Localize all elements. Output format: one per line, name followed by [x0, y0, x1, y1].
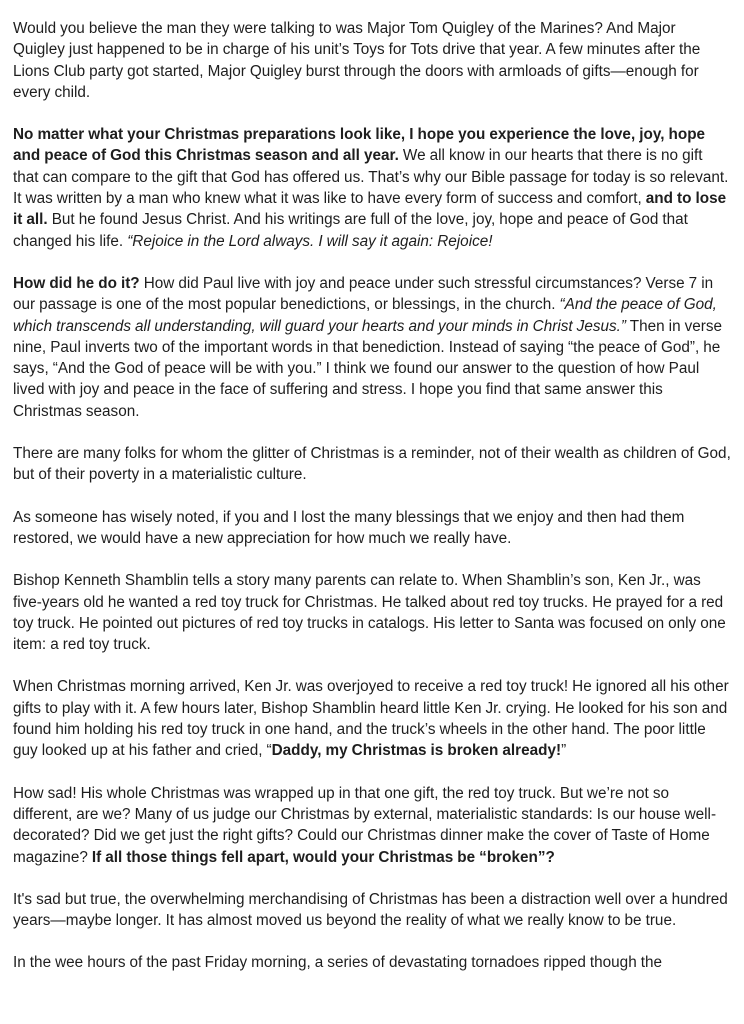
text-run-bold: If all those things fell apart, would your Christmas be “broken”? [91, 848, 555, 866]
text-run-bold: Daddy, my Christmas is broken already! [271, 742, 562, 760]
text-run-normal: Bishop Kenneth Shamblin tells a story many parents can relate to. When Shamblin’s son, Ken Jr., was five-years old he wanted a red toy truck for Christmas. He talked about red toy trucks. He prayed for a red toy truck. He pointed out pictures of red toy trucks in catalogs. His letter to Santa was focused on only one item: a red toy truck. [13, 572, 726, 654]
text-run-italic: “Rejoice in the Lord always. I will say it again: Rejoice! [127, 232, 493, 250]
text-run-normal: It's sad but true, the overwhelming merchandising of Christmas has been a distraction well over a hundred years—maybe longer. It has almost moved us beyond the reality of what we really know to be true. [13, 890, 728, 930]
paragraph [13, 273, 731, 422]
paragraph [13, 443, 731, 486]
paragraph [13, 676, 731, 761]
text-run-normal: As someone has wisely noted, if you and I lost the many blessings that we enjoy and then had them restored, we would have a new appreciation for how much we really have. [13, 508, 685, 547]
paragraph [13, 18, 731, 103]
text-run-italic: “And the peace of God, which transcends all understanding, will guard your hearts and your minds in Christ Jesus.” [13, 296, 717, 335]
text-run-normal: In the wee hours of the past Friday morning, a series of devastating tornadoes ripped though the [13, 954, 663, 972]
text-run-normal: How did Paul live with joy and peace under such stressful circumstances? Verse 7 in our passage is one of the most popular benedictions, or blessings, in the church. [13, 274, 714, 314]
text-run-normal: When Christmas morning arrived, Ken Jr. was overjoyed to receive a red toy truck! He ignored all his other gifts to play with it. A few hours later, Bishop Shamblin heard little Ken Jr. crying. He looked for his son and found him holding his red toy truck in one hand, and the truck’s wheels in the other hand. The poor little guy looked up at his father and cried, “ [13, 678, 729, 760]
text-run-normal: How sad! His whole Christmas was wrapped up in that one gift, the red toy truck. But we’re not so different, are we? Many of us judge our Christmas by external, materialistic standards: Is our house well-decorated? Did we get just the right gifts? Could our Christmas dinner make the cover of Taste of Home magazine? [13, 784, 717, 866]
paragraph [13, 952, 731, 973]
text-run-bold: How did he do it? [13, 274, 140, 292]
text-run-normal: Would you believe the man they were talking to was Major Tom Quigley of the Marines? And Major Quigley just happened to be in charge of his unit’s Toys for Tots drive that year. A few minutes after the Lions Club party got started, Major Quigley burst through the doors with armloads of gifts—enough for every child. [13, 20, 701, 101]
paragraph [13, 783, 731, 868]
text-run-normal: ” [561, 742, 567, 760]
text-run-normal: Then in verse nine, Paul inverts two of the important words in that benediction. Instead of saying “the peace of God”, he says, “And the God of peace will be with you.” I think we found our answer to the question of how Paul lived with joy and peace in the face of suffering and stress. I hope you find that same answer this Christmas season. [13, 317, 723, 420]
text-run-normal: There are many folks for whom the glitter of Christmas is a reminder, not of their wealth as children of God, but of their poverty in a materialistic culture. [13, 445, 731, 484]
paragraph [13, 507, 731, 550]
paragraph [13, 124, 731, 252]
text-run-bold: No matter what your Christmas preparations look like, I hope you experience the love, joy, hope and peace of God this Christmas season and all year. [13, 126, 706, 165]
document-content [13, 18, 731, 974]
paragraph [13, 570, 731, 655]
text-run-bold: and to lose it all. [13, 190, 727, 229]
text-run-normal: We all know in our hearts that there is no gift that can compare to the gift that God has offered us. That’s why our Bible passage for today is so relevant. It was written by a man who knew what it was like to have every form of success and comfort, [13, 147, 729, 208]
paragraph [13, 889, 731, 932]
text-run-normal: But he found Jesus Christ. And his writings are full of the love, joy, hope and peace of God that changed his life. [13, 211, 688, 250]
